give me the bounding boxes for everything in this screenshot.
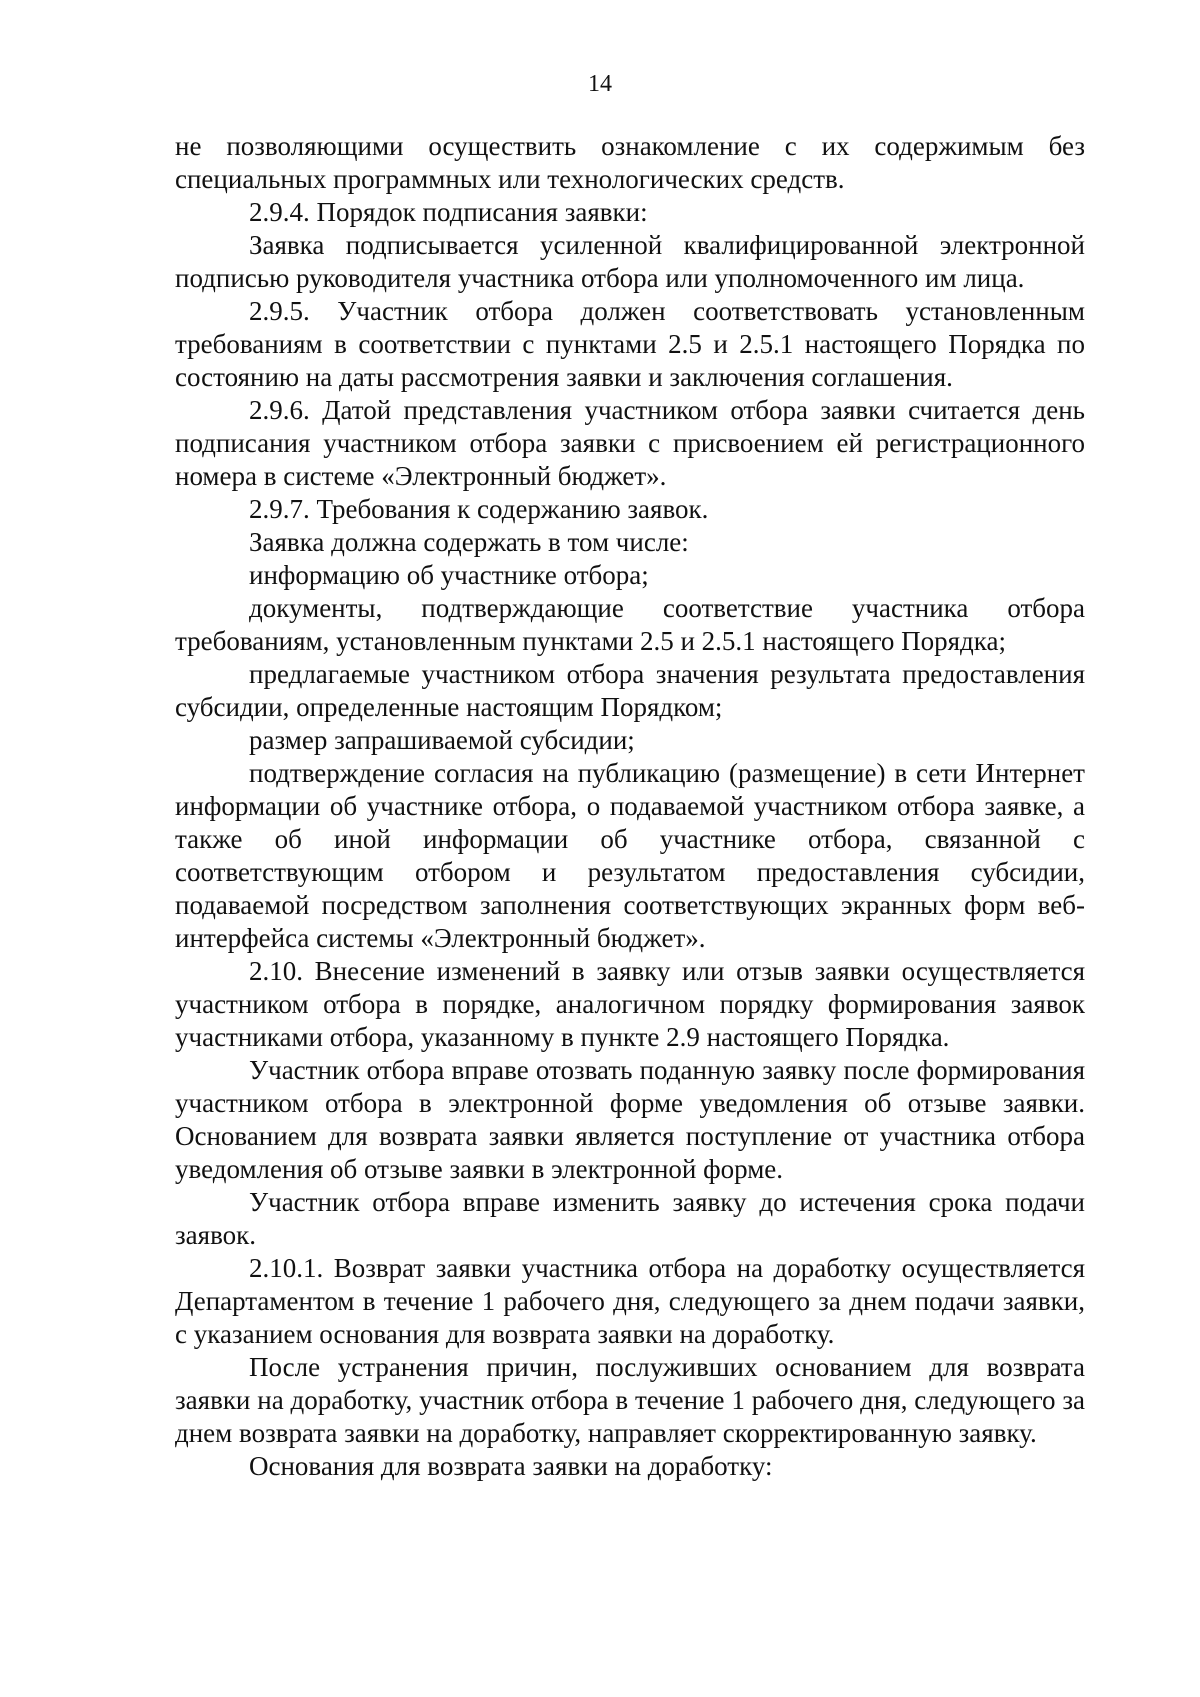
paragraph: не позволяющими осуществить ознакомление с их содержимым без специальных программных или технологических средств. bbox=[175, 131, 1085, 194]
paragraph: размер запрашиваемой субсидии; bbox=[249, 725, 635, 755]
paragraph: Заявка подписывается усиленной квалифицированной электронной подписью руководителя участника отбора или уполномоченного им лица. bbox=[175, 230, 1085, 293]
paragraph: 2.9.5. Участник отбора должен соответствовать установленным требованиям в соответствии с пунктами 2.5 и 2.5.1 настоящего Порядка по состоянию на даты рассмотрения заявки и заключения соглашения. bbox=[175, 296, 1085, 392]
page-number: 14 bbox=[588, 71, 612, 97]
paragraph: Участник отбора вправе отозвать поданную заявку после формирования участником отбора в электронной форме уведомления об отзыве заявки. Основанием для возврата заявки является поступление от участника отбора уведомления об отзыве заявки в электронной форме. bbox=[175, 1055, 1085, 1184]
paragraph: 2.9.4. Порядок подписания заявки: bbox=[249, 197, 648, 227]
paragraph: Основания для возврата заявки на доработку: bbox=[249, 1451, 773, 1481]
document-body bbox=[175, 130, 1085, 1483]
paragraph: информацию об участнике отбора; bbox=[249, 560, 649, 590]
paragraph: Заявка должна содержать в том числе: bbox=[249, 527, 689, 557]
paragraph: 2.9.7. Требования к содержанию заявок. bbox=[249, 494, 709, 524]
paragraph: документы, подтверждающие соответствие участника отбора требованиям, установленным пунктами 2.5 и 2.5.1 настоящего Порядка; bbox=[175, 593, 1085, 656]
paragraph: подтверждение согласия на публикацию (размещение) в сети Интернет информации об участнике отбора, о подаваемой участником отбора заявке, а также об иной информации об участнике отбора, связанной с соответствующим отбором и результатом предоставления субсидии, подаваемой посредством заполнения соответствующих экранных форм веб-интерфейса системы «Электронный бюджет». bbox=[175, 758, 1085, 953]
paragraph: 2.10.1. Возврат заявки участника отбора на доработку осуществляется Департаментом в течение 1 рабочего дня, следующего за днем подачи заявки, с указанием основания для возврата заявки на доработку. bbox=[175, 1253, 1085, 1349]
paragraph: После устранения причин, послуживших основанием для возврата заявки на доработку, участник отбора в течение 1 рабочего дня, следующего за днем возврата заявки на доработку, направляет скорректированную заявку. bbox=[175, 1352, 1085, 1448]
paragraph: предлагаемые участником отбора значения результата предоставления субсидии, определенные настоящим Порядком; bbox=[175, 659, 1085, 722]
paragraph: 2.9.6. Датой представления участником отбора заявки считается день подписания участником отбора заявки с присвоением ей регистрационного номера в системе «Электронный бюджет». bbox=[175, 395, 1085, 491]
paragraph: 2.10. Внесение изменений в заявку или отзыв заявки осуществляется участником отбора в порядке, аналогичном порядку формирования заявок участниками отбора, указанному в пункте 2.9 настоящего Порядка. bbox=[175, 956, 1085, 1052]
paragraph: Участник отбора вправе изменить заявку до истечения срока подачи заявок. bbox=[175, 1187, 1085, 1250]
